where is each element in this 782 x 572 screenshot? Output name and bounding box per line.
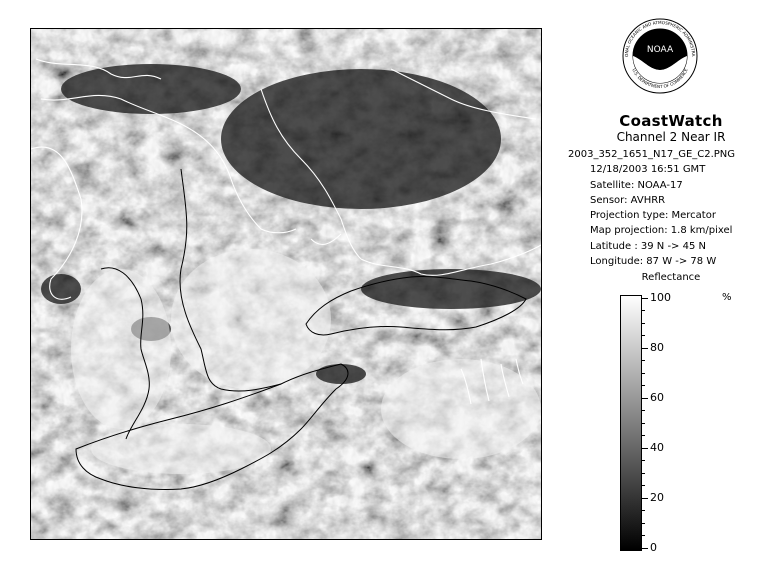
colorbar-minor-tick-mark xyxy=(642,535,645,536)
colorbar-minor-tick-mark xyxy=(642,423,645,424)
noaa-logo-text: NOAA xyxy=(646,45,674,55)
channel-subtitle: Channel 2 Near IR xyxy=(616,130,726,144)
colorbar-tick-label: 100 xyxy=(650,291,671,304)
filename-text: 2003_352_1651_N17_GE_C2.PNG xyxy=(568,149,736,160)
projection-type-text: Projection type: Mercator xyxy=(590,210,716,222)
colorbar-tick-mark xyxy=(642,348,648,349)
satellite-text: Satellite: NOAA-17 xyxy=(590,179,683,191)
colorbar-minor-tick-mark xyxy=(642,485,645,486)
colorbar-minor-tick-mark xyxy=(642,373,645,374)
colorbar-tick-label: 80 xyxy=(650,341,664,354)
colorbar-minor-tick-mark xyxy=(642,523,645,524)
colorbar-tick-label: 60 xyxy=(650,391,664,404)
colorbar-minor-tick-mark xyxy=(642,435,645,436)
colorbar-tick-mark xyxy=(642,298,648,299)
colorbar-minor-tick-mark xyxy=(642,473,645,474)
colorbar-ticks xyxy=(642,291,702,554)
colorbar-minor-tick-mark xyxy=(642,310,645,311)
metadata-block xyxy=(568,147,782,269)
reflectance-colorbar xyxy=(620,295,642,551)
satellite-map-svg xyxy=(31,29,542,540)
colorbar-tick-label: 40 xyxy=(650,441,664,454)
colorbar-minor-tick-mark xyxy=(642,510,645,511)
colorbar-tick-label: 0 xyxy=(650,541,657,554)
colorbar-tick-mark xyxy=(642,548,648,549)
colorbar-tick-mark xyxy=(642,448,648,449)
datetime-text: 12/18/2003 16:51 GMT xyxy=(590,164,706,176)
colorbar-minor-tick-mark xyxy=(642,323,645,324)
colorbar-title: Reflectance xyxy=(641,272,701,283)
colorbar-minor-tick-mark xyxy=(642,385,645,386)
legend-panel xyxy=(560,0,782,572)
colorbar-minor-tick-mark xyxy=(642,335,645,336)
colorbar-minor-tick-mark xyxy=(642,410,645,411)
colorbar-tick-mark xyxy=(642,398,648,399)
satellite-map-image[interactable] xyxy=(30,28,542,540)
map-projection-text: Map projection: 1.8 km/pixel xyxy=(590,225,733,237)
colorbar-unit: % xyxy=(722,292,732,303)
colorbar-minor-tick-mark xyxy=(642,460,645,461)
noaa-logo-ring-top: ONAL OCEANIC AND ATMOSPHERIC ADMINISTRA xyxy=(623,19,697,57)
colorbar-tick-mark xyxy=(642,498,648,499)
colorbar-minor-tick-mark xyxy=(642,360,645,361)
longitude-text: Longitude: 87 W -> 78 W xyxy=(590,256,717,268)
product-title: CoastWatch xyxy=(619,112,723,130)
colorbar-tick-label: 20 xyxy=(650,491,664,504)
noaa-logo-ring-bottom: U.S. DEPARTMENT OF COMMERCE xyxy=(631,67,689,90)
latitude-text: Latitude : 39 N -> 45 N xyxy=(590,240,706,252)
sensor-text: Sensor: AVHRR xyxy=(590,194,666,206)
noaa-logo xyxy=(622,18,698,94)
